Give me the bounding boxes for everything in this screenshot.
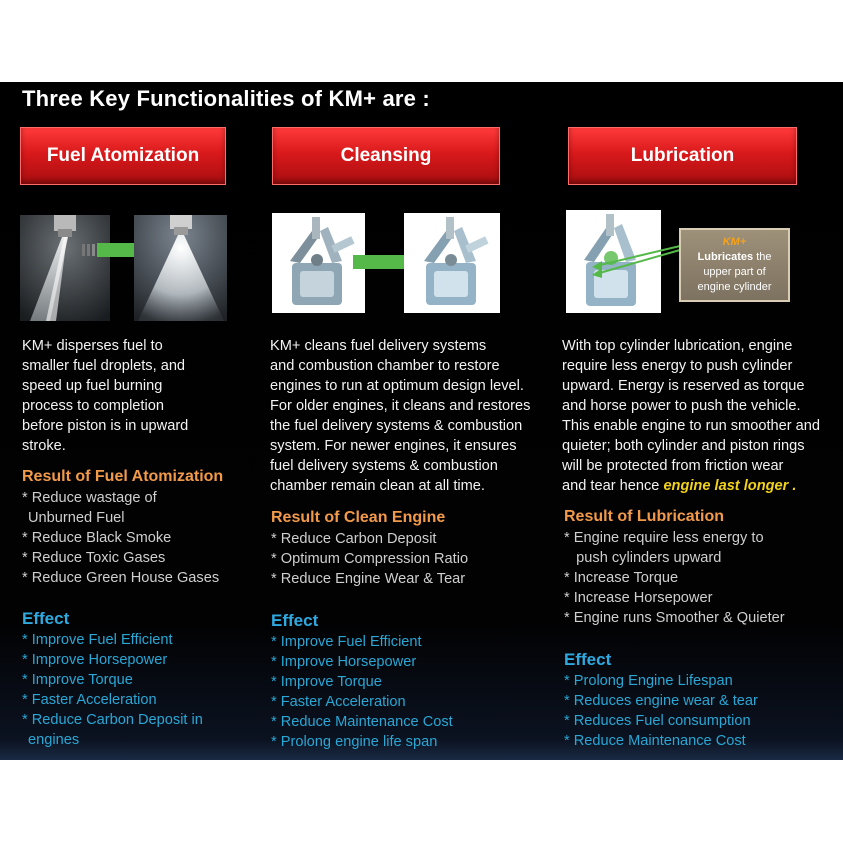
result-fuel-atomization-title: Result of Fuel Atomization: [22, 468, 224, 485]
result-lubrication-title: Result of Lubrication: [564, 508, 724, 525]
effect-cleansing-list: [271, 632, 453, 752]
list-item: * Improve Horsepower: [271, 654, 417, 670]
effect-lubrication-list: [564, 671, 758, 751]
callout-rest1: the: [753, 251, 772, 263]
spray-after-image: [134, 215, 227, 321]
result-clean-engine-title: Result of Clean Engine: [271, 509, 446, 526]
header-cleansing: Cleansing: [272, 127, 500, 185]
list-item: Unburned Fuel: [28, 510, 125, 526]
effect-title: Effect: [22, 609, 70, 628]
list-item: push cylinders upward: [564, 550, 722, 566]
header-fuel-atomization: Fuel Atomization: [20, 127, 226, 185]
engine-dirty-image: [272, 213, 365, 313]
list-item: * Reduces engine wear & tear: [564, 693, 758, 709]
list-item: * Improve Fuel Efficient: [271, 634, 422, 650]
header-lubrication: Lubrication: [568, 127, 797, 185]
list-item: * Reduce Green House Gases: [22, 570, 220, 586]
fuel-atomization-description: KM+ disperses fuel to smaller fuel droplets, and speed up fuel burning process to completion before piston is in upward stroke.: [22, 338, 189, 454]
cleansing-description: KM+ cleans fuel delivery systems and combustion chamber to restore engines to run at optimum design level. For older engines, it cleans and restores the fuel delivery systems & combustion system. For newer engines, it ensures fuel delivery systems & combustion chamber remain clean at all time.: [270, 338, 531, 494]
list-item: * Reduce Toxic Gases: [22, 550, 166, 566]
pointer-arrow-icon: [588, 244, 682, 278]
list-item: * Engine require less energy to: [564, 530, 764, 546]
list-item: * Increase Torque: [564, 570, 679, 586]
effect-fuel-atomization-list: [22, 630, 203, 750]
list-item: * Reduce Carbon Deposit in: [22, 712, 203, 728]
list-item: * Prolong Engine Lifespan: [564, 673, 733, 689]
list-item: * Engine runs Smoother & Quieter: [564, 610, 785, 626]
list-item: * Improve Horsepower: [22, 652, 168, 668]
engine-last-longer-highlight: engine last longer .: [663, 478, 797, 494]
list-item: * Optimum Compression Ratio: [271, 551, 469, 567]
engine-clean-image: [404, 213, 500, 313]
list-item: * Reduce Engine Wear & Tear: [271, 571, 466, 587]
result-lubrication-list: [564, 528, 785, 628]
list-item: * Reduce Maintenance Cost: [271, 714, 453, 730]
list-item: * Reduce Black Smoke: [22, 530, 172, 546]
list-item: * Reduce Carbon Deposit: [271, 531, 437, 547]
callout-rest3: engine cylinder: [697, 281, 772, 293]
list-item: engines: [28, 732, 80, 748]
callout-brand: KM+: [722, 236, 747, 248]
list-item: * Reduce wastage of: [22, 490, 157, 506]
callout-rest2: upper part of: [703, 266, 766, 278]
effect-title: Effect: [564, 650, 612, 669]
list-item: * Reduces Fuel consumption: [564, 713, 751, 729]
list-item: * Improve Torque: [271, 674, 382, 690]
callout-bold: Lubricates: [697, 251, 754, 263]
result-fuel-atomization-list: [22, 488, 219, 588]
list-item: * Reduce Maintenance Cost: [564, 733, 746, 749]
lubrication-description: With top cylinder lubrication, engine require less energy to push cylinder upward. Energy is reserved as torque and horse power to push the vehicle. This enable engine to run smoother and quieter; both cylinder and piston rings will be protected from friction wear and tear hence engine last longer .: [562, 338, 820, 494]
spray-before-image: [20, 215, 110, 321]
list-item: * Improve Torque: [22, 672, 133, 688]
list-item: * Faster Acceleration: [22, 692, 157, 708]
list-item: * Faster Acceleration: [271, 694, 406, 710]
result-clean-engine-list: [271, 529, 468, 589]
lubricates-callout: [679, 228, 790, 302]
effect-title: Effect: [271, 611, 319, 630]
page-title: Three Key Functionalities of KM+ are :: [22, 86, 430, 111]
list-item: * Prolong engine life span: [271, 734, 438, 750]
list-item: * Improve Fuel Efficient: [22, 632, 173, 648]
list-item: * Increase Horsepower: [564, 590, 713, 606]
